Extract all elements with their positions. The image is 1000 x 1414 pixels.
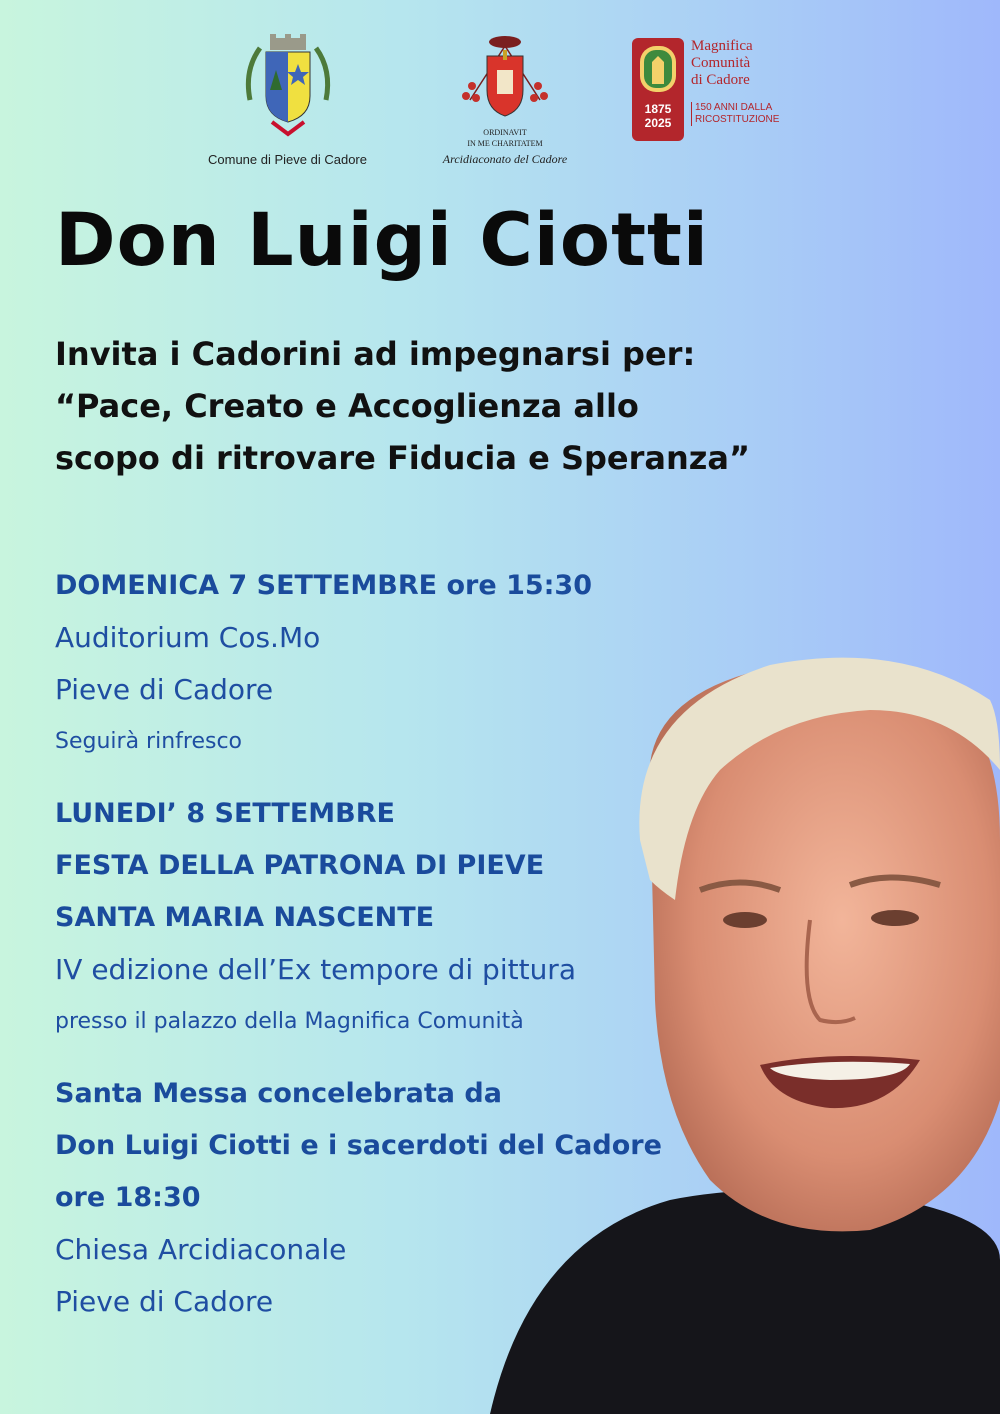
mc-anniversary: [691, 102, 779, 126]
mc-year-2025: 2025: [644, 116, 672, 130]
mc-line3: di Cadore: [691, 72, 750, 88]
event2-heading2: FESTA DELLA PATRONA DI PIEVE: [55, 850, 545, 881]
page-title: Don Luigi Ciotti: [55, 198, 709, 283]
mc-emblem-icon: [632, 38, 684, 100]
event2-heading1: LUNEDI’ 8 SETTEMBRE: [55, 798, 395, 829]
event1-heading: DOMENICA 7 SETTEMBRE ore 15:30: [55, 570, 593, 601]
event3-heading3: ore 18:30: [55, 1182, 201, 1213]
event1-note: Seguirà rinfresco: [55, 729, 242, 754]
event3-place2: Pieve di Cadore: [55, 1285, 274, 1318]
subtitle: [55, 328, 750, 484]
mc-name: [691, 38, 753, 89]
event3-heading2: Don Luigi Ciotti e i sacerdoti del Cadore: [55, 1130, 662, 1161]
event3-place1: Chiesa Arcidiaconale: [55, 1233, 347, 1266]
event2-heading3: SANTA MARIA NASCENTE: [55, 902, 435, 933]
event2-line1: IV edizione dell’Ex tempore di pittura: [55, 953, 576, 986]
pieve-caption: Comune di Pieve di Cadore: [208, 152, 367, 167]
subtitle-line2: “Pace, Creato e Accoglienza allo: [55, 387, 639, 425]
arci-caption: Arcidiaconato del Cadore: [442, 152, 568, 166]
mc-line1: Magnifica: [691, 38, 753, 54]
mc-sub2: RICOSTITUZIONE: [695, 114, 780, 125]
arcidiaconato-coat-of-arms: [425, 30, 585, 167]
subtitle-line3: scopo di ritrovare Fiducia e Speranza”: [55, 439, 751, 477]
mc-line2: Comunità: [691, 55, 751, 71]
mc-sub1: 150 ANNI DALLA: [695, 102, 773, 113]
event1-place2: Pieve di Cadore: [55, 673, 274, 706]
arci-motto-2: IN ME CHARITATEM: [467, 139, 543, 148]
magnifica-comunita-logo: [632, 38, 802, 143]
event-list: [55, 560, 662, 1328]
event3-heading1: Santa Messa concelebrata da: [55, 1078, 502, 1109]
bishop-crest-icon: [450, 30, 560, 122]
logo-bar: [0, 30, 1000, 180]
mc-badge: [632, 38, 684, 141]
subtitle-line1: Invita i Cadorini ad impegnarsi per:: [55, 335, 696, 373]
arci-motto-1: ORDINAVIT: [483, 128, 527, 137]
event2-line2: presso il palazzo della Magnifica Comunità: [55, 1009, 524, 1034]
pieve-coat-of-arms: [200, 30, 375, 167]
mc-year-1875: 1875: [644, 102, 672, 116]
pieve-crest-icon: [238, 30, 338, 142]
event1-place1: Auditorium Cos.Mo: [55, 621, 321, 654]
